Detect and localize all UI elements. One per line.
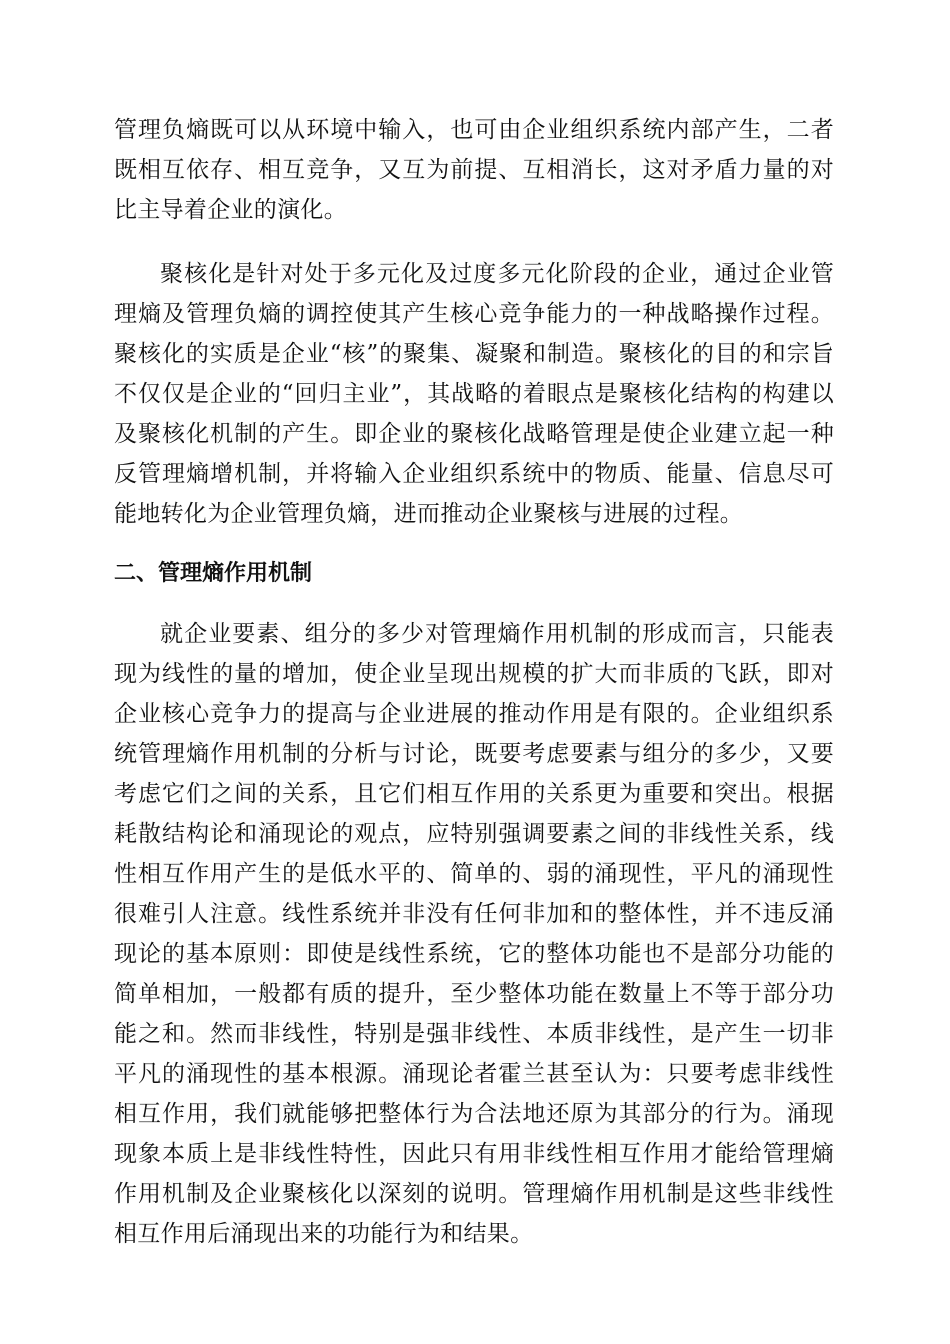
- paragraph-continued: 管理负熵既可以从环境中输入，也可由企业组织系统内部产生，二者既相互依存、相互竞争，又互为前提、互相消长，这对矛盾力量的对比主导着企业的演化。: [114, 117, 834, 223]
- document-page: [114, 110, 834, 1254]
- paragraph-mechanism: 就企业要素、组分的多少对管理熵作用机制的形成而言，只能表现为线性的量的增加，使企业呈现出规模的扩大而非质的飞跃，即对企业核心竞争力的提高与企业进展的推动作用是有限的。企业组织系统管理熵作用机制的分析与讨论，既要考虑要素与组分的多少，又要考虑它们之间的关系，且它们相互作用的关系更为重要和突出。根据耗散结构论和涌现论的观点，应特别强调要素之间的非线性关系，线性相互作用产生的是低水平的、简单的、弱的涌现性，平凡的涌现性很难引人注意。线性系统并非没有任何非加和的整体性，并不违反涌现论的基本原则：即使是线性系统，它的整体功能也不是部分功能的简单相加，一般都有质的提升，至少整体功能在数量上不等于部分功能之和。然而非线性，特别是强非线性、本质非线性，是产生一切非平凡的涌现性的基本根源。涌现论者霍兰甚至认为：只要考虑非线性相互作用，我们就能够把整体行为合法地还原为其部分的行为。涌现现象本质上是非线性特性，因此只有用非线性相互作用才能给管理熵作用机制及企业聚核化以深刻的说明。管理熵作用机制是这些非线性相互作用后涌现出来的功能行为和结果。: [114, 621, 834, 1247]
- paragraph-core-focus: 聚核化是针对处于多元化及过度多元化阶段的企业，通过企业管理熵及管理负熵的调控使其产生核心竞争能力的一种战略操作过程。聚核化的实质是企业“核”的聚集、凝聚和制造。聚核化的目的和宗旨不仅仅是企业的“回归主业”，其战略的着眼点是聚核化结构的构建以及聚核化机制的产生。即企业的聚核化战略管理是使企业建立起一种反管理熵增机制，并将输入企业组织系统中的物质、能量、信息尽可能地转化为企业管理负熵，进而推动企业聚核与进展的过程。: [114, 261, 834, 527]
- section-heading: 二、管理熵作用机制: [114, 561, 313, 586]
